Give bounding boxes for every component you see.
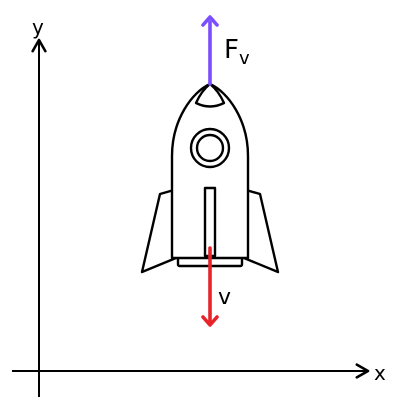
thrust-force-symbol: F [224, 35, 239, 65]
thrust-force-subscript: v [238, 48, 250, 69]
y-axis-label: y [32, 15, 44, 39]
thrust-force-arrow [203, 17, 250, 84]
x-axis-label: x [374, 361, 386, 385]
velocity-label: v [218, 285, 232, 310]
rocket [142, 84, 278, 272]
thrust-force-label [224, 35, 250, 69]
rocket-window-inner [197, 135, 223, 161]
rocket-nose-cone [196, 84, 224, 107]
rocket-center-stripe [205, 188, 215, 256]
